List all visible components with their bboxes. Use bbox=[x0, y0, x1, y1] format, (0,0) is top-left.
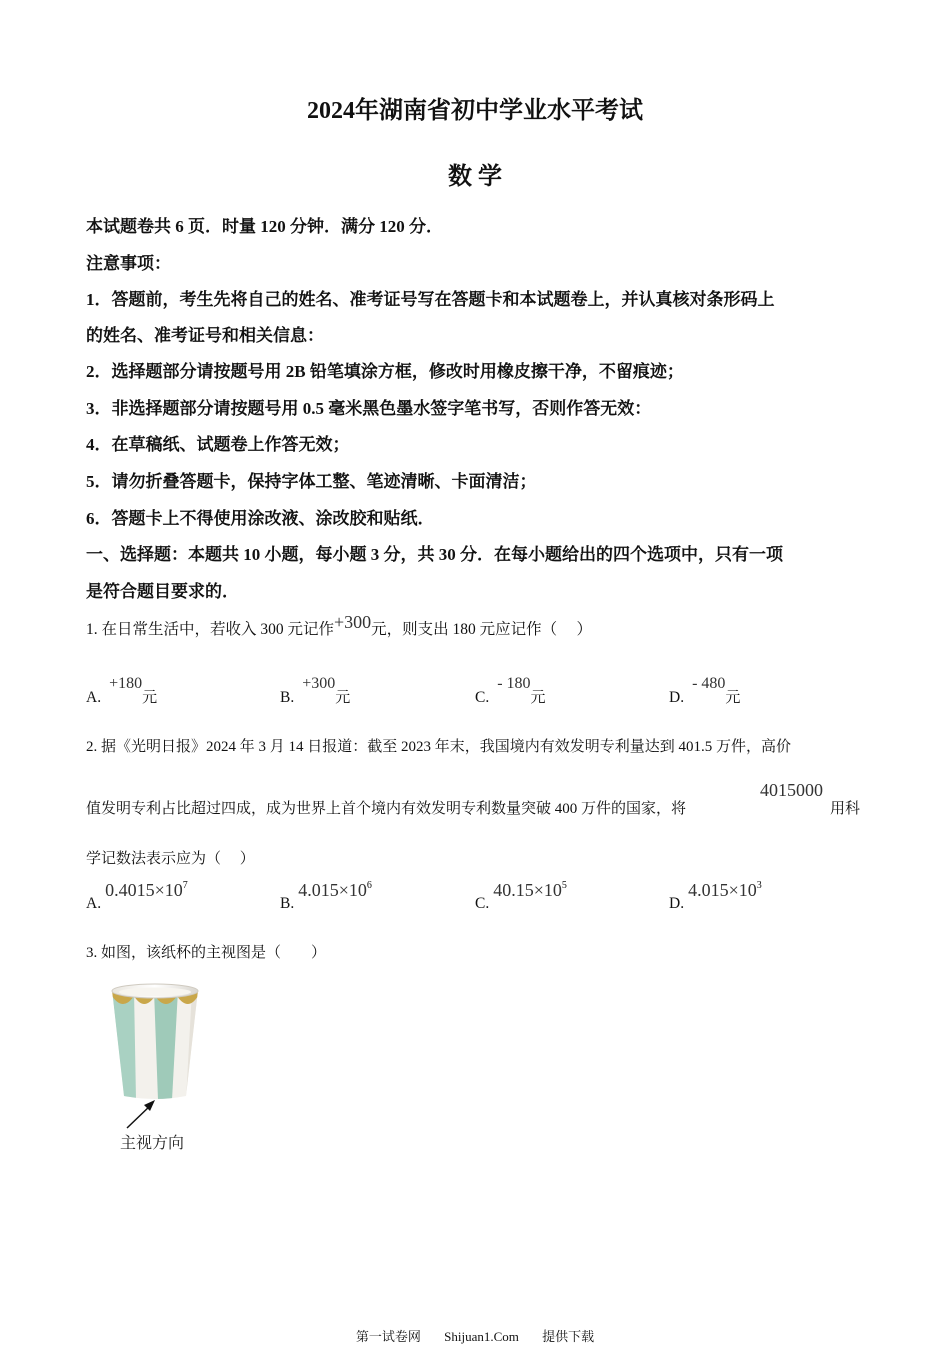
option-d[interactable] bbox=[669, 672, 741, 706]
question-1-text: 1. 在日常生活中，若收入 300 元记作 bbox=[86, 621, 335, 638]
option-c[interactable] bbox=[475, 672, 546, 706]
option-letter: C. bbox=[475, 689, 490, 706]
option-unit: 元 bbox=[725, 690, 741, 706]
option-value: 0.4015×10 bbox=[105, 880, 183, 900]
exam-info: 本试题卷共 6 页．时量 120 分钟．满分 120 分． bbox=[86, 217, 443, 236]
option-letter: A. bbox=[86, 895, 102, 912]
question-1-text-end: 元，则支出 180 元应记作（ ） bbox=[371, 621, 593, 638]
section-heading: 一、选择题：本题共 10 小题，每小题 3 分，共 30 分．在每小题给出的四个选项中，只有一项 bbox=[86, 545, 783, 564]
footer-download: 提供下载 bbox=[542, 1329, 595, 1344]
question-3: 3. 如图，该纸杯的主视图是（ ） bbox=[86, 945, 327, 961]
exam-title: 2024年湖南省初中学业水平考试 bbox=[307, 98, 643, 124]
option-letter: C. bbox=[475, 895, 490, 912]
option-exponent: 7 bbox=[182, 879, 188, 891]
question-2-line1: 2. 据《光明日报》2024 年 3 月 14 日报道：截至 2023 年末，我国境内有效发明专利量达到 401.5 万件，高价 bbox=[86, 739, 792, 755]
option-value: 4.015×10 bbox=[298, 880, 367, 900]
paper-cup-figure bbox=[100, 978, 220, 1138]
option-value: - 180 bbox=[497, 675, 531, 692]
option-unit: 元 bbox=[142, 690, 158, 706]
option-letter: A. bbox=[86, 689, 102, 706]
question-1-math: +300 bbox=[334, 612, 372, 632]
cup-opening bbox=[119, 988, 191, 997]
option-letter: B. bbox=[280, 895, 295, 912]
option-value: +300 bbox=[302, 675, 336, 692]
footer bbox=[0, 1326, 950, 1345]
option-c[interactable] bbox=[475, 879, 567, 912]
option-letter: B. bbox=[280, 689, 295, 706]
option-exponent: 3 bbox=[756, 879, 762, 891]
option-a[interactable] bbox=[86, 879, 188, 912]
option-value: 4.015×10 bbox=[688, 880, 757, 900]
option-value: +180 bbox=[109, 675, 143, 692]
question-1 bbox=[86, 612, 593, 639]
question-2-math: 4015000 bbox=[760, 780, 823, 800]
footer-site-link[interactable]: Shijuan1.Com bbox=[444, 1329, 519, 1344]
option-a[interactable] bbox=[86, 672, 158, 706]
subject-title: 数 学 bbox=[448, 164, 502, 190]
option-unit: 元 bbox=[530, 690, 546, 706]
option-exponent: 5 bbox=[561, 879, 567, 891]
question-2-line3: 学记数法表示应为（ ） bbox=[86, 851, 255, 867]
notice-line: 3．非选择题部分请按题号用 0.5 毫米黑色墨水签字笔书写，否则作答无效： bbox=[86, 399, 652, 418]
section-heading-cont: 是符合题目要求的． bbox=[86, 582, 239, 601]
option-letter: D. bbox=[669, 689, 685, 706]
notice-line: 5．请勿折叠答题卡，保持字体工整、笔迹清晰、卡面清洁； bbox=[86, 472, 537, 491]
option-value: - 480 bbox=[692, 675, 726, 692]
option-d[interactable] bbox=[669, 879, 762, 912]
notice-heading: 注意事项： bbox=[86, 254, 171, 273]
question-2-line2: 值发明专利占比超过四成，成为世界上首个境内有效发明专利数量突破 400 万件的国家，将 bbox=[86, 801, 687, 817]
option-unit: 元 bbox=[335, 690, 351, 706]
option-value: 40.15×10 bbox=[493, 880, 562, 900]
option-letter: D. bbox=[669, 895, 685, 912]
option-b[interactable] bbox=[280, 879, 372, 912]
notice-line: 的姓名、准考证号和相关信息： bbox=[86, 326, 324, 345]
notice-line: 6．答题卡上不得使用涂改液、涂改胶和贴纸． bbox=[86, 509, 435, 528]
question-2-line2-end: 用科 bbox=[830, 801, 861, 817]
notice-line: 4．在草稿纸、试题卷上作答无效； bbox=[86, 435, 350, 454]
footer-site-cn: 第一试卷网 bbox=[355, 1329, 421, 1344]
option-b[interactable] bbox=[280, 672, 351, 706]
figure-caption: 主视方向 bbox=[120, 1133, 185, 1152]
notice-line: 1．答题前，考生先将自己的姓名、准考证号写在答题卡和本试题卷上，并认真核对条形码上 bbox=[86, 290, 775, 309]
notice-line: 2．选择题部分请按题号用 2B 铅笔填涂方框，修改时用橡皮擦干净，不留痕迹； bbox=[86, 362, 684, 381]
option-exponent: 6 bbox=[366, 879, 372, 891]
